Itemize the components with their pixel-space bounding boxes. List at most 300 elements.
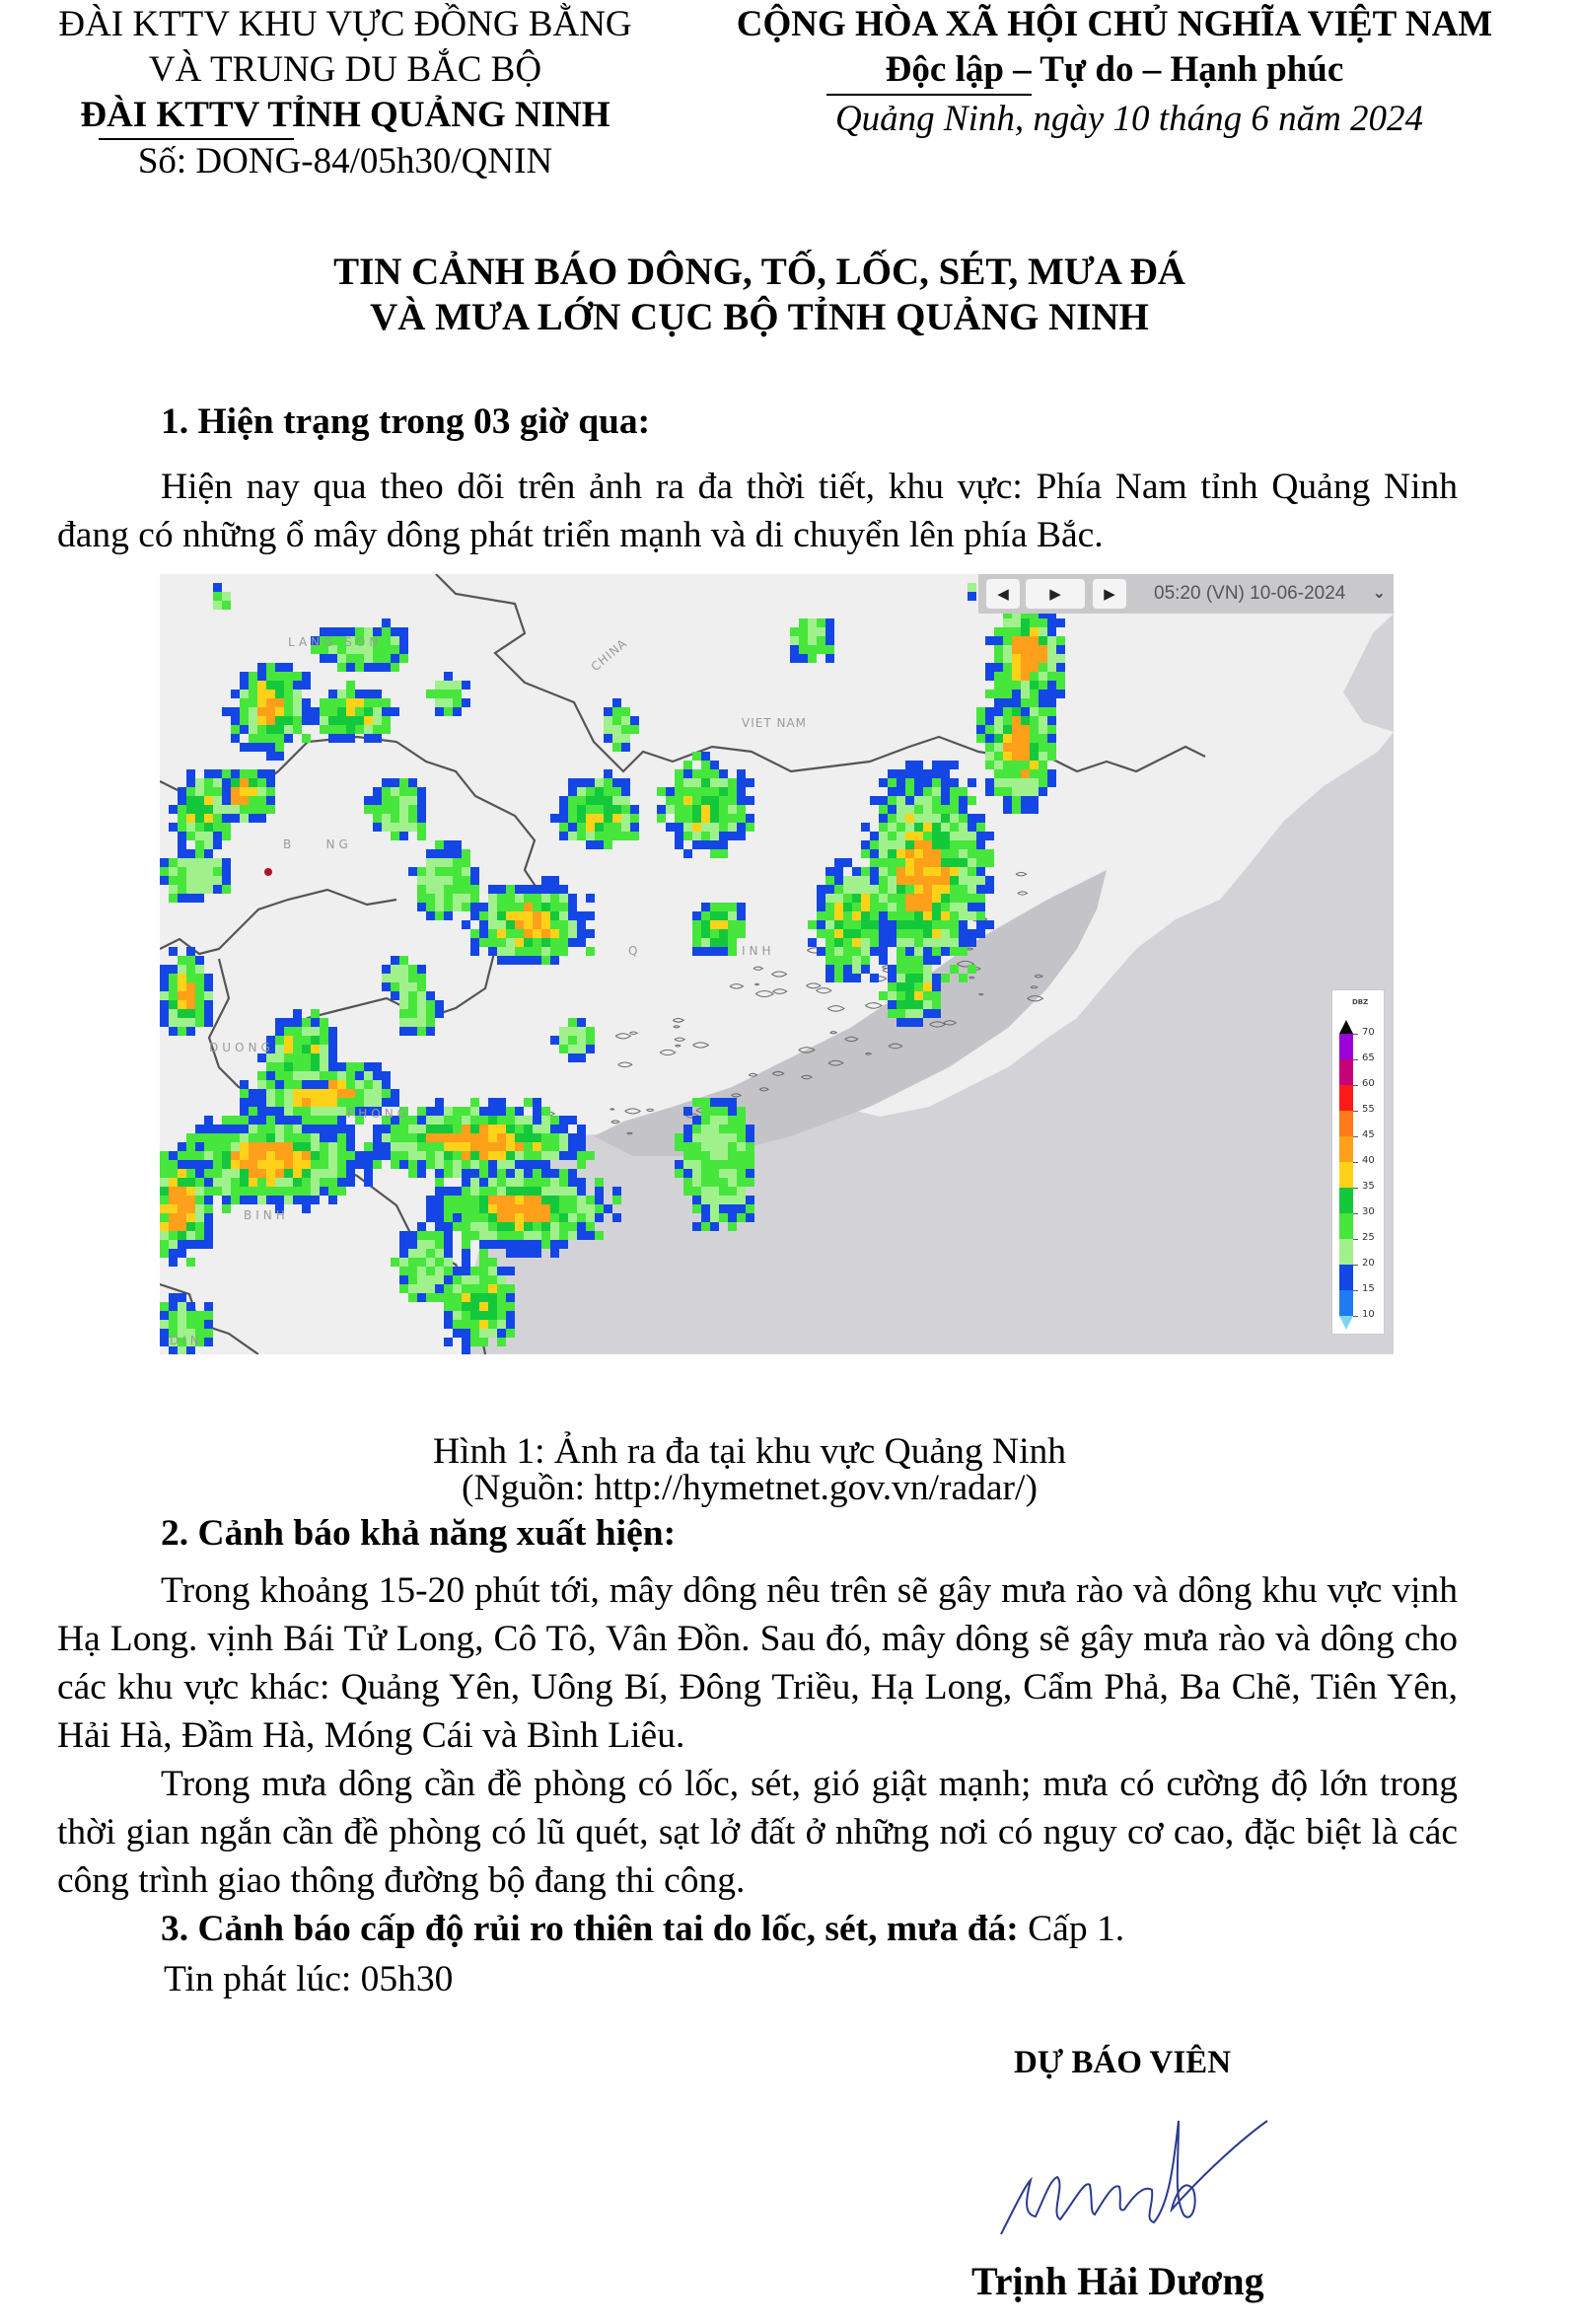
radar-echo-cell (834, 974, 843, 982)
radar-echo-cell (985, 849, 994, 858)
radar-echo-cell (710, 1178, 719, 1187)
radar-echo-cell (843, 947, 852, 956)
radar-echo-cell (240, 778, 249, 787)
radar-echo-cell (204, 805, 213, 814)
radar-echo-cell (701, 752, 710, 761)
radar-echo-cell (888, 974, 897, 982)
radar-echo-cell (302, 1036, 311, 1045)
radar-echo-cell (1047, 663, 1056, 672)
estuary (1343, 614, 1394, 732)
radar-echo-cell (444, 1231, 453, 1240)
radar-echo-cell (391, 1125, 399, 1133)
radar-echo-cell (923, 1009, 932, 1018)
radar-echo-cell (497, 1240, 506, 1249)
radar-echo-cell (382, 663, 391, 672)
radar-echo-cell (382, 823, 391, 832)
radar-echo-cell (524, 1178, 533, 1187)
radar-echo-cell (479, 938, 488, 947)
radar-echo-cell (391, 707, 399, 716)
radar-echo-cell (479, 1187, 488, 1196)
radar-echo-cell (923, 769, 932, 778)
island-outline (773, 989, 787, 994)
radar-echo-cell (257, 725, 266, 734)
radar-echo-cell (852, 903, 861, 911)
radar-echo-cell (932, 867, 941, 876)
radar-echo-cell (923, 938, 932, 947)
radar-echo-cell (204, 769, 213, 778)
radar-echo-cell (408, 814, 417, 823)
legend-max-arrow (1339, 1020, 1353, 1034)
radar-echo-cell (426, 1249, 435, 1258)
radar-echo-cell (737, 1142, 746, 1151)
radar-echo-cell (488, 1311, 497, 1320)
radar-echo-cell (1003, 690, 1012, 698)
radar-echo-cell (950, 832, 959, 840)
radar-echo-cell (994, 734, 1003, 743)
radar-echo-cell (435, 1213, 444, 1222)
radar-echo-cell (337, 1062, 346, 1071)
radar-echo-cell (968, 832, 976, 840)
radar-echo-cell (959, 947, 968, 956)
radar-echo-cell (284, 1053, 293, 1062)
radar-echo-cell (417, 1267, 426, 1275)
radar-echo-cell (879, 858, 888, 867)
radar-echo-cell (701, 1204, 710, 1213)
radar-echo-cell (204, 778, 213, 787)
legend-tick (1353, 1085, 1358, 1086)
radar-echo-cell (1056, 663, 1065, 672)
radar-echo-cell (666, 823, 675, 832)
radar-echo-cell (595, 1187, 604, 1196)
radar-echo-cell (994, 778, 1003, 787)
radar-echo-cell (950, 929, 959, 938)
radar-echo-cell (249, 1160, 257, 1169)
radar-echo-cell (355, 1080, 364, 1089)
skip-last-button[interactable] (1093, 579, 1126, 609)
radar-echo-cell (275, 1071, 284, 1080)
radar-echo-cell (417, 1018, 426, 1027)
radar-echo-cell (568, 796, 577, 805)
radar-echo-cell (488, 1133, 497, 1142)
radar-echo-cell (426, 1107, 435, 1116)
radar-echo-cell (1003, 761, 1012, 769)
radar-echo-cell (204, 823, 213, 832)
radar-echo-cell (328, 1080, 337, 1089)
radar-echo-cell (231, 734, 240, 743)
radar-echo-cell (462, 1249, 470, 1258)
radar-echo-cell (1030, 681, 1039, 690)
radar-echo-cell (284, 707, 293, 716)
radar-echo-cell (470, 947, 479, 956)
radar-echo-cell (728, 938, 737, 947)
radar-echo-cell (178, 1196, 186, 1204)
radar-echo-cell (541, 1187, 550, 1196)
radar-echo-cell (586, 796, 595, 805)
radar-echo-cell (550, 1204, 559, 1213)
radar-echo-cell (426, 1151, 435, 1160)
radar-echo-cell (879, 885, 888, 894)
radar-echo-cell (186, 991, 195, 1000)
skip-first-button[interactable] (986, 579, 1020, 609)
radar-echo-cell (843, 920, 852, 929)
radar-echo-cell (275, 1045, 284, 1053)
radar-echo-cell (932, 1009, 941, 1018)
radar-echo-cell (186, 823, 195, 832)
radar-echo-cell (266, 1098, 275, 1107)
radar-echo-cell (825, 627, 834, 636)
radar-echo-cell (577, 1027, 586, 1036)
radar-echo-cell (373, 716, 382, 725)
radar-echo-cell (568, 929, 577, 938)
radar-echo-cell (444, 1338, 453, 1346)
radar-echo-cell (923, 849, 932, 858)
radar-echo-cell (346, 698, 355, 707)
radar-echo-cell (293, 716, 302, 725)
radar-echo-cell (533, 1213, 541, 1222)
radar-echo-cell (985, 885, 994, 894)
radar-echo-cell (914, 832, 923, 840)
radar-echo-cell (222, 858, 231, 867)
radar-echo-cell (470, 1098, 479, 1107)
radar-echo-cell (683, 1133, 692, 1142)
radar-echo-cell (604, 840, 612, 849)
radar-echo-cell (568, 1116, 577, 1125)
radar-echo-cell (1039, 769, 1047, 778)
radar-echo-cell (355, 690, 364, 698)
radar-echo-cell (426, 1133, 435, 1142)
radar-echo-cell (825, 938, 834, 947)
radar-echo-cell (905, 876, 914, 885)
radar-echo-cell (426, 911, 435, 920)
agency-parent-line2: VÀ TRUNG DU BẮC BỘ (148, 49, 542, 90)
radar-echo-cell (337, 698, 346, 707)
radar-echo-cell (1047, 752, 1056, 761)
radar-echo-cell (506, 1329, 515, 1338)
radar-echo-cell (932, 885, 941, 894)
radar-echo-cell (612, 805, 621, 814)
radar-echo-cell (612, 796, 621, 805)
radar-echo-cell (231, 796, 240, 805)
radar-echo-cell (275, 1018, 284, 1027)
radar-echo-cell (453, 1169, 462, 1178)
radar-echo-cell (914, 991, 923, 1000)
radar-echo-cell (932, 982, 941, 991)
radar-echo-cell (249, 1089, 257, 1098)
radar-echo-cell (470, 1231, 479, 1240)
radar-echo-cell (382, 1125, 391, 1133)
radar-echo-cell (728, 778, 737, 787)
radar-echo-cell (541, 911, 550, 920)
radar-echo-cell (257, 1178, 266, 1187)
radar-echo-cell (710, 805, 719, 814)
radar-echo-cell (888, 805, 897, 814)
radar-echo-cell (302, 1027, 311, 1036)
radar-echo-cell (426, 1267, 435, 1275)
radar-echo-cell (293, 1018, 302, 1027)
radar-echo-cell (186, 1346, 195, 1354)
radar-echo-cell (186, 796, 195, 805)
radar-echo-cell (302, 1071, 311, 1080)
radar-echo-cell (1021, 805, 1030, 814)
radar-echo-cell (302, 734, 311, 743)
radar-echo-cell (737, 805, 746, 814)
radar-echo-cell (905, 974, 914, 982)
radar-echo-cell (257, 805, 266, 814)
radar-echo-cell (976, 734, 985, 743)
radar-echo-cell (959, 787, 968, 796)
radar-echo-cell (817, 636, 825, 645)
radar-echo-cell (195, 1018, 204, 1027)
radar-echo-cell (701, 1151, 710, 1160)
radar-echo-cell (612, 823, 621, 832)
radar-echo-cell (240, 805, 249, 814)
radar-echo-cell (204, 840, 213, 849)
radar-echo-cell (941, 911, 950, 920)
radar-echo-cell (249, 796, 257, 805)
radar-echo-cell (213, 1142, 222, 1151)
radar-echo-cell (1047, 725, 1056, 734)
radar-echo-cell (479, 1169, 488, 1178)
radar-echo-cell (621, 734, 630, 743)
radar-echo-cell (737, 1125, 746, 1133)
radar-echo-cell (382, 645, 391, 654)
radar-echo-cell (231, 1142, 240, 1151)
radar-echo-cell (373, 1125, 382, 1133)
radar-echo-cell (799, 627, 808, 636)
radar-echo-cell (506, 947, 515, 956)
radar-echo-cell (932, 929, 941, 938)
radar-echo-cell (843, 911, 852, 920)
radar-echo-cell (825, 645, 834, 654)
radar-echo-cell (701, 938, 710, 947)
radar-echo-cell (728, 1107, 737, 1116)
radar-echo-cell (719, 1169, 728, 1178)
radar-echo-cell (453, 858, 462, 867)
radar-echo-cell (195, 1213, 204, 1222)
radar-echo-cell (852, 885, 861, 894)
radar-echo-cell (550, 956, 559, 965)
radar-echo-cell (692, 1125, 701, 1133)
radar-echo-cell (444, 1302, 453, 1311)
radar-echo-cell (550, 1151, 559, 1160)
radar-echo-cell (586, 929, 595, 938)
radar-echo-cell (204, 849, 213, 858)
radar-echo-cell (728, 787, 737, 796)
radar-echo-cell (524, 1204, 533, 1213)
radar-echo-cell (737, 1169, 746, 1178)
radar-echo-cell (444, 707, 453, 716)
radar-echo-cell (559, 903, 568, 911)
handwritten-signature (996, 2106, 1272, 2254)
radar-echo-cell (204, 832, 213, 840)
radar-echo-cell (701, 778, 710, 787)
radar-echo-cell (266, 1071, 275, 1080)
radar-echo-cell (399, 645, 408, 654)
radar-echo-cell (178, 849, 186, 858)
radar-timestamp-select[interactable]: 05:20 (VN) 10-06-2024 (1154, 583, 1346, 604)
radar-echo-cell (302, 1116, 311, 1125)
radar-echo-cell (604, 716, 612, 725)
radar-echo-cell (683, 761, 692, 769)
radar-echo-cell (746, 823, 754, 832)
radar-echo-cell (1012, 707, 1021, 716)
radar-echo-cell (497, 1178, 506, 1187)
radar-echo-cell (462, 681, 470, 690)
radar-echo-cell (488, 1169, 497, 1178)
radar-echo-cell (568, 920, 577, 929)
radar-echo-cell (586, 778, 595, 787)
radar-echo-cell (497, 1151, 506, 1160)
radar-echo-cell (959, 911, 968, 920)
radar-echo-cell (213, 601, 222, 610)
radar-echo-cell (976, 876, 985, 885)
radar-echo-cell (178, 1027, 186, 1036)
radar-echo-cell (985, 725, 994, 734)
radar-echo-cell (320, 1160, 328, 1169)
radar-echo-cell (923, 823, 932, 832)
radar-echo-cell (888, 885, 897, 894)
radar-echo-cell (426, 858, 435, 867)
radar-echo-cell (1012, 778, 1021, 787)
legend-tick-label: 35 (1362, 1181, 1375, 1192)
radar-echo-cell (169, 885, 178, 894)
radar-echo-cell (160, 1151, 169, 1160)
radar-echo-cell (470, 1142, 479, 1151)
radar-echo-cell (320, 725, 328, 734)
radar-echo-cell (266, 663, 275, 672)
radar-echo-cell (861, 867, 870, 876)
radar-echo-cell (453, 894, 462, 903)
radar-echo-cell (249, 1178, 257, 1187)
radar-echo-cell (586, 1231, 595, 1240)
radar-echo-cell (923, 991, 932, 1000)
radar-echo-cell (834, 965, 843, 974)
radar-echo-cell (533, 1240, 541, 1249)
radar-echo-cell (515, 1133, 524, 1142)
radar-echo-cell (1021, 645, 1030, 654)
radar-echo-cell (675, 832, 683, 840)
radar-echo-cell (284, 734, 293, 743)
radar-echo-cell (275, 734, 284, 743)
radar-echo-cell (710, 1187, 719, 1196)
radar-echo-cell (506, 1240, 515, 1249)
radar-echo-cell (825, 929, 834, 938)
section1-heading: 1. Hiện trạng trong 03 giờ qua: (161, 401, 651, 442)
radar-echo-cell (426, 690, 435, 698)
radar-echo-cell (701, 1222, 710, 1231)
radar-echo-cell (462, 1133, 470, 1142)
radar-echo-cell (417, 1160, 426, 1169)
radar-echo-cell (195, 894, 204, 903)
radar-echo-cell (186, 956, 195, 965)
radar-echo-cell (1039, 725, 1047, 734)
radar-echo-cell (293, 1071, 302, 1080)
radar-echo-cell (897, 911, 905, 920)
radar-echo-cell (577, 938, 586, 947)
radar-echo-cell (364, 1062, 373, 1071)
radar-echo-cell (710, 947, 719, 956)
radar-echo-cell (169, 1222, 178, 1231)
radar-echo-cell (408, 1151, 417, 1160)
island-outline (675, 1038, 684, 1041)
radar-echo-cell (719, 938, 728, 947)
radar-echo-cell (213, 885, 222, 894)
radar-echo-cell (470, 1204, 479, 1213)
radar-echo-cell (222, 796, 231, 805)
radar-echo-cell (497, 1116, 506, 1125)
section2-paragraph1 (57, 1566, 1458, 1760)
radar-echo-cell (612, 707, 621, 716)
radar-echo-cell (692, 947, 701, 956)
radar-echo-cell (870, 929, 879, 938)
radar-echo-cell (728, 903, 737, 911)
play-button[interactable] (1026, 579, 1085, 609)
radar-echo-cell (515, 903, 524, 911)
radar-echo-cell (550, 1133, 559, 1142)
radar-echo-cell (834, 867, 843, 876)
radar-echo-cell (675, 1160, 683, 1169)
radar-echo-cell (852, 911, 861, 920)
radar-echo-cell (1039, 627, 1047, 636)
radar-echo-cell (186, 1320, 195, 1329)
radar-echo-cell (169, 1178, 178, 1187)
radar-echo-cell (728, 1142, 737, 1151)
radar-echo-cell (373, 725, 382, 734)
radar-echo-cell (861, 903, 870, 911)
chevron-down-icon[interactable]: ⌄ (1372, 585, 1386, 602)
radar-echo-cell (435, 894, 444, 903)
radar-echo-cell (284, 1107, 293, 1116)
radar-echo-cell (222, 814, 231, 823)
radar-echo-cell (870, 911, 879, 920)
radar-echo-cell (897, 938, 905, 947)
radar-echo-cell (825, 867, 834, 876)
radar-echo-cell (408, 1125, 417, 1133)
radar-echo-cell (497, 1311, 506, 1320)
radar-echo-cell (604, 725, 612, 734)
radar-echo-cell (683, 814, 692, 823)
radar-echo-cell (861, 823, 870, 832)
radar-echo-cell (417, 1293, 426, 1302)
radar-echo-cell (169, 894, 178, 903)
radar-echo-cell (932, 823, 941, 832)
radar-echo-cell (630, 805, 639, 814)
radar-echo-cell (479, 1125, 488, 1133)
radar-echo-cell (879, 849, 888, 858)
radar-echo-cell (231, 1169, 240, 1178)
radar-echo-cell (382, 627, 391, 636)
radar-echo-cell (186, 1027, 195, 1036)
radar-echo-cell (320, 1116, 328, 1125)
radar-echo-cell (994, 752, 1003, 761)
radar-echo-cell (186, 1160, 195, 1169)
radar-echo-cell (435, 681, 444, 690)
radar-echo-cell (302, 1045, 311, 1053)
radar-echo-cell (275, 1196, 284, 1204)
radar-echo-cell (701, 903, 710, 911)
radar-echo-cell (382, 796, 391, 805)
legend-swatch (1339, 1111, 1353, 1136)
radar-echo-cell (888, 769, 897, 778)
radar-echo-cell (435, 1098, 444, 1107)
radar-echo-cell (559, 1027, 568, 1036)
radar-echo-cell (719, 1107, 728, 1116)
radar-echo-cell (719, 796, 728, 805)
radar-echo-cell (497, 1222, 506, 1231)
radar-echo-cell (683, 1169, 692, 1178)
radar-echo-cell (160, 1009, 169, 1018)
radar-echo-cell (941, 876, 950, 885)
